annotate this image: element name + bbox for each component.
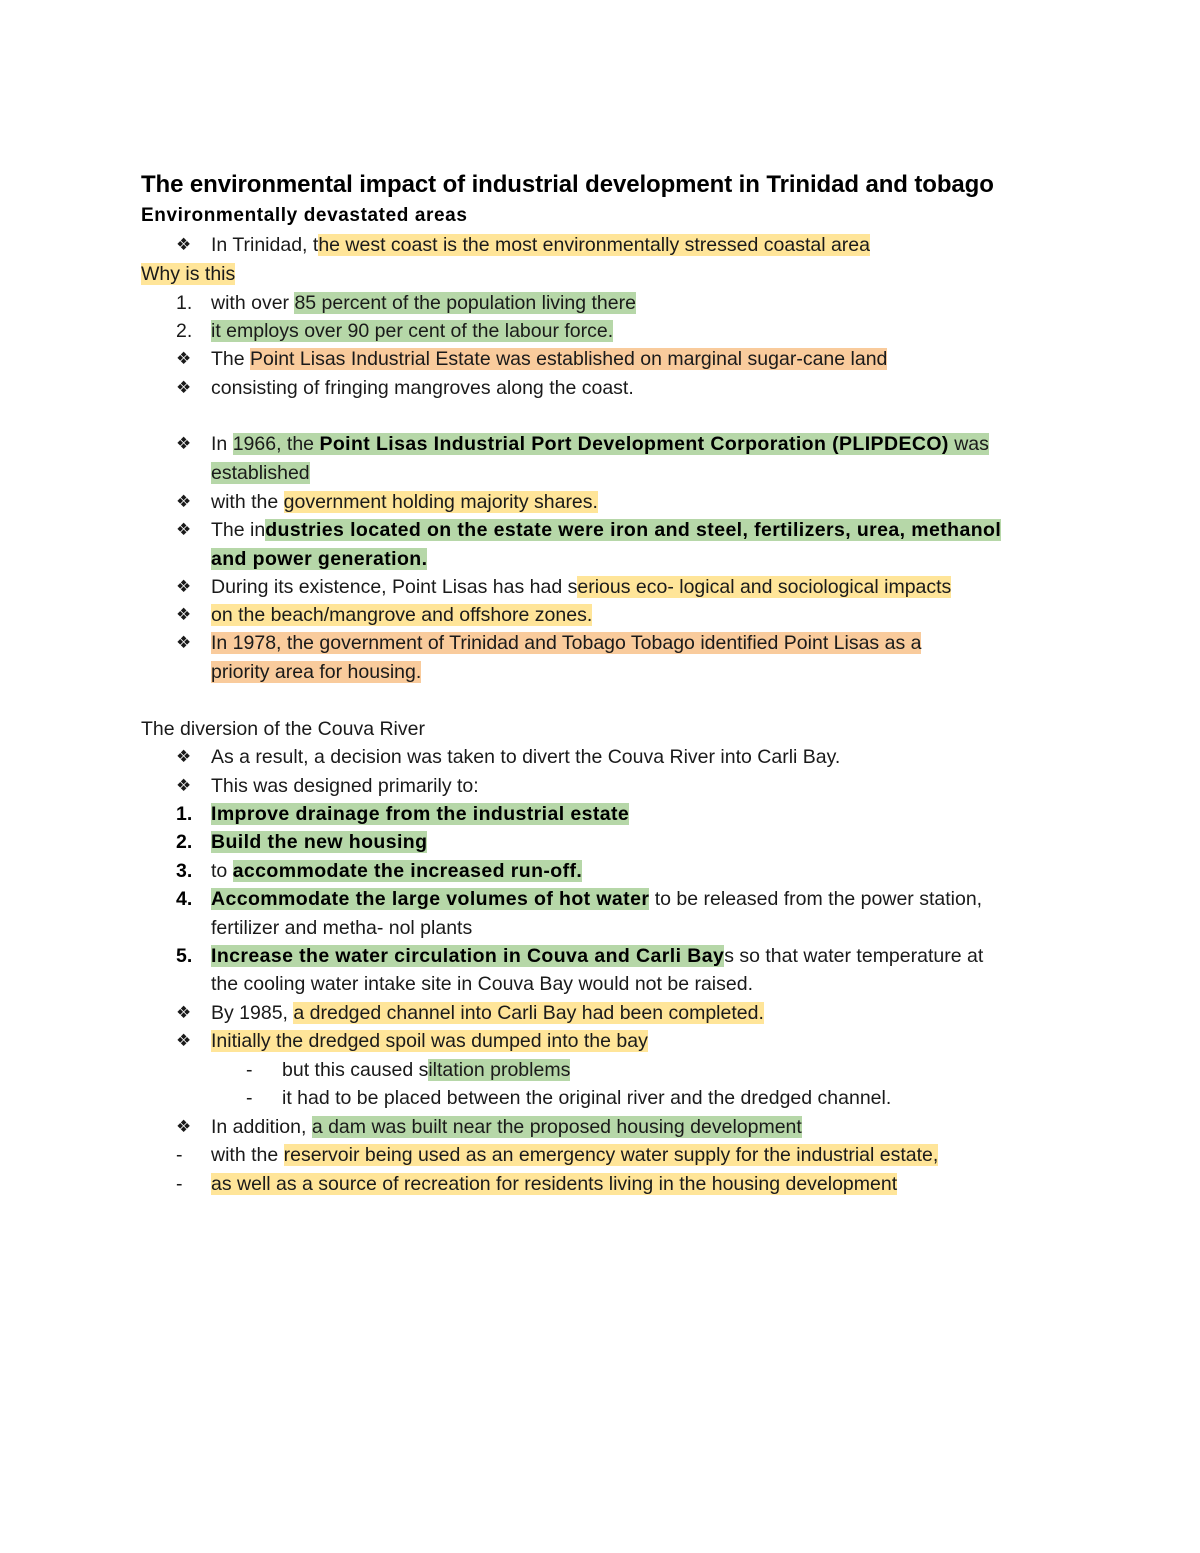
list-item-continuation: and power generation.: [211, 548, 428, 570]
question-text: Why is this: [141, 263, 236, 285]
list-item: In 1966, the Point Lisas Industrial Port Development Corporation (PLIPDECO) was: [211, 433, 989, 455]
list-number: 2.: [176, 320, 193, 342]
list-item: By 1985, a dredged channel into Carli Bay had been completed.: [211, 1002, 764, 1024]
dash-marker: -: [176, 1144, 183, 1166]
list-item: In Trinidad, the west coast is the most environmentally stressed coastal area: [211, 234, 870, 256]
list-item: This was designed primarily to:: [211, 775, 479, 797]
section-heading-devastated-areas: Environmentally devastated areas: [141, 205, 468, 226]
bullet-icon: ❖: [176, 1031, 192, 1051]
list-number: 1.: [176, 292, 193, 314]
bullet-icon: ❖: [176, 776, 192, 796]
list-number: 3.: [176, 860, 193, 882]
bullet-icon: ❖: [176, 747, 192, 767]
page-title: The environmental impact of industrial development in Trinidad and tobago: [141, 171, 994, 198]
bullet-icon: ❖: [176, 349, 192, 369]
list-item: as well as a source of recreation for residents living in the housing development: [211, 1173, 898, 1195]
list-item: Build the new housing: [211, 831, 428, 853]
list-item: it employs over 90 per cent of the labour force.: [211, 320, 614, 342]
bullet-icon: ❖: [176, 492, 192, 512]
section-heading-couva-river: The diversion of the Couva River: [141, 718, 425, 740]
list-item: Improve drainage from the industrial estate: [211, 803, 630, 825]
list-item: In 1978, the government of Trinidad and Tobago Tobago identified Point Lisas as a: [211, 632, 922, 654]
list-item: In addition, a dam was built near the proposed housing development: [211, 1116, 802, 1138]
list-number: 5.: [176, 945, 193, 967]
list-item: to accommodate the increased run-off.: [211, 860, 583, 882]
list-item: with the government holding majority shares.: [211, 491, 598, 513]
bullet-icon: ❖: [176, 520, 192, 540]
list-item-continuation: the cooling water intake site in Couva Bay would not be raised.: [211, 973, 753, 995]
list-item: Accommodate the large volumes of hot water to be released from the power station,: [211, 888, 983, 910]
bullet-icon: ❖: [176, 378, 192, 398]
sub-list-item: it had to be placed between the original river and the dredged channel.: [282, 1087, 892, 1109]
bullet-icon: ❖: [176, 1003, 192, 1023]
dash-marker: -: [246, 1087, 253, 1109]
list-item: with over 85 percent of the population living there: [211, 292, 636, 314]
sub-list-item: but this caused siltation problems: [282, 1059, 571, 1081]
list-item-continuation: established: [211, 462, 310, 484]
list-item: with the reservoir being used as an emergency water supply for the industrial estate,: [211, 1144, 939, 1166]
bullet-icon: ❖: [176, 605, 192, 625]
list-number: 1.: [176, 803, 193, 825]
list-number: 2.: [176, 831, 193, 853]
bullet-icon: ❖: [176, 434, 192, 454]
list-item: on the beach/mangrove and offshore zones.: [211, 604, 593, 626]
bullet-icon: ❖: [176, 1117, 192, 1137]
list-item-continuation: fertilizer and metha- nol plants: [211, 917, 473, 939]
list-item: The industries located on the estate were iron and steel, fertilizers, urea, methanol: [211, 519, 1002, 541]
list-item: As a result, a decision was taken to divert the Couva River into Carli Bay.: [211, 746, 841, 768]
list-item: The Point Lisas Industrial Estate was established on marginal sugar-cane land: [211, 348, 888, 370]
list-item: Increase the water circulation in Couva and Carli Bays so that water temperature at: [211, 945, 984, 967]
list-number: 4.: [176, 888, 193, 910]
bullet-icon: ❖: [176, 577, 192, 597]
bullet-icon: ❖: [176, 235, 192, 255]
dash-marker: -: [246, 1059, 253, 1081]
list-item-continuation: priority area for housing.: [211, 661, 422, 683]
bullet-icon: ❖: [176, 633, 192, 653]
dash-marker: -: [176, 1173, 183, 1195]
list-item: consisting of fringing mangroves along the coast.: [211, 377, 634, 399]
list-item: Initially the dredged spoil was dumped into the bay: [211, 1030, 648, 1052]
list-item: During its existence, Point Lisas has had serious eco- logical and sociological impacts: [211, 576, 952, 598]
